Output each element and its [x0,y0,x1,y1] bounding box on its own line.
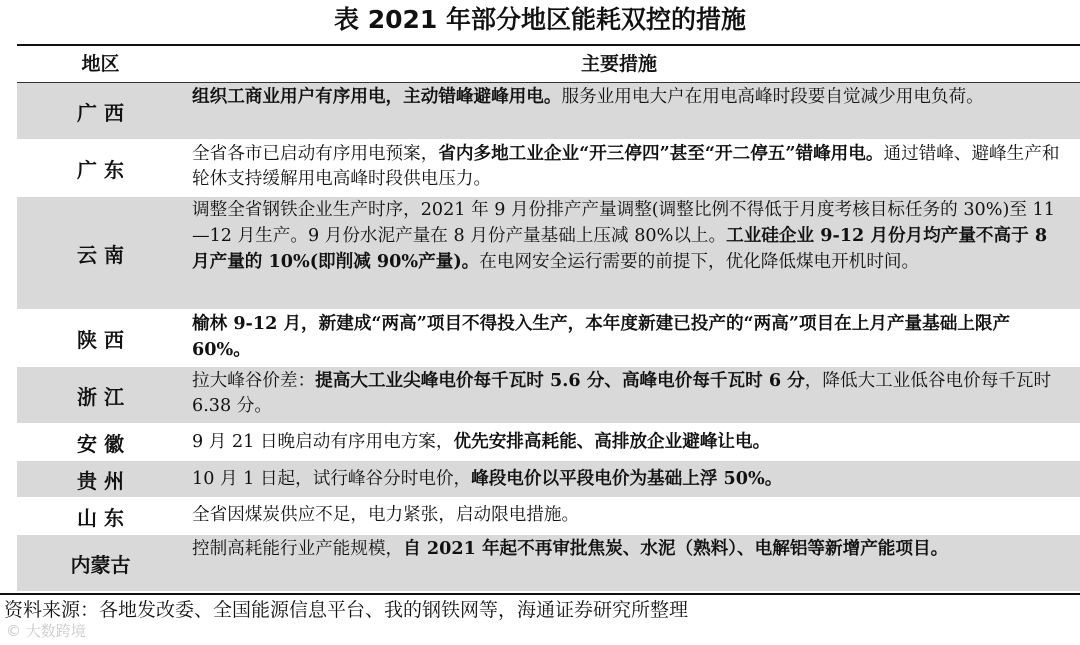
table-row [17,461,1080,497]
table-row [17,197,1080,309]
row-region: 云 南 [77,242,124,267]
row-measure: 组织工商业用户有序用电，主动错峰避峰用电。服务业用电大户在用电高峰时段要自觉减少用电负荷。 [192,86,984,107]
table-row [17,310,1080,366]
row-measure: 全省各市已启动有序用电预案，省内多地工业企业“开三停四”甚至“开二停五”错峰用电。通过错峰、避峰生产和轮休支持缓解用电高峰时段供电压力。 [192,143,1060,189]
row-measure: 调整全省钢铁企业生产时序，2021 年 9 月份排产产量调整(调整比例不得低于月度考核目标任务的 30%)至 11—12 月生产。9 月份水泥产量在 8 月份产量基础上压减 80%以上。工业硅企业 9-12 月份月均产量不高于 8 月产量的 10%(即削减 90%产量)。在电网安全运行需要的前提下，优化降低煤电开机时间。 [192,200,1055,272]
watermark: © 大数跨境 [6,622,86,640]
header-measures: 主要措施 [580,53,657,75]
row-measure: 10 月 1 日起，试行峰谷分时电价，峰段电价以平段电价为基础上浮 50%。 [192,468,783,489]
row-measure: 拉大峰谷价差：提高大工业尖峰电价每千瓦时 5.6 分、高峰电价每千瓦时 6 分，降低大工业低谷电价每千瓦时 6.38 分。 [192,370,1052,416]
table-row [17,498,1080,534]
bottom-rule [0,593,1080,595]
row-measure: 9 月 21 日晚启动有序用电方案，优先安排高耗能、高排放企业避峰让电。 [192,431,771,452]
row-region: 陕 西 [77,327,124,352]
table-row [17,83,1080,139]
table-title: 表 2021 年部分地区能耗双控的措施 [334,5,746,34]
table-row [17,367,1080,423]
row-region: 内蒙古 [70,552,131,577]
row-measure: 控制高耗能行业产能规模，自 2021 年起不再审批焦炭、水泥（熟料）、电解铝等新增产能项目。 [192,538,949,559]
table-header [17,46,1080,82]
row-measure: 榆林 9-12 月，新建成“两高”项目不得投入生产，本年度新建已投产的“两高”项目在上月产量基础上限产 60%。 [192,313,1011,360]
table-row [17,140,1080,196]
row-region: 广 东 [77,157,124,182]
row-measure: 全省因煤炭供应不足，电力紧张，启动限电措施。 [192,505,580,525]
table-row [17,535,1080,591]
row-region: 安 徽 [77,431,124,456]
row-region: 广 西 [77,100,124,125]
header-region: 地区 [81,53,120,75]
row-region: 贵 州 [77,468,124,493]
row-region: 浙 江 [77,384,124,409]
table-row [17,424,1080,460]
row-region: 山 东 [77,505,124,530]
source-note: 资料来源：各地发改委、全国能源信息平台、我的钢铁网等，海通证券研究所整理 [4,599,689,621]
